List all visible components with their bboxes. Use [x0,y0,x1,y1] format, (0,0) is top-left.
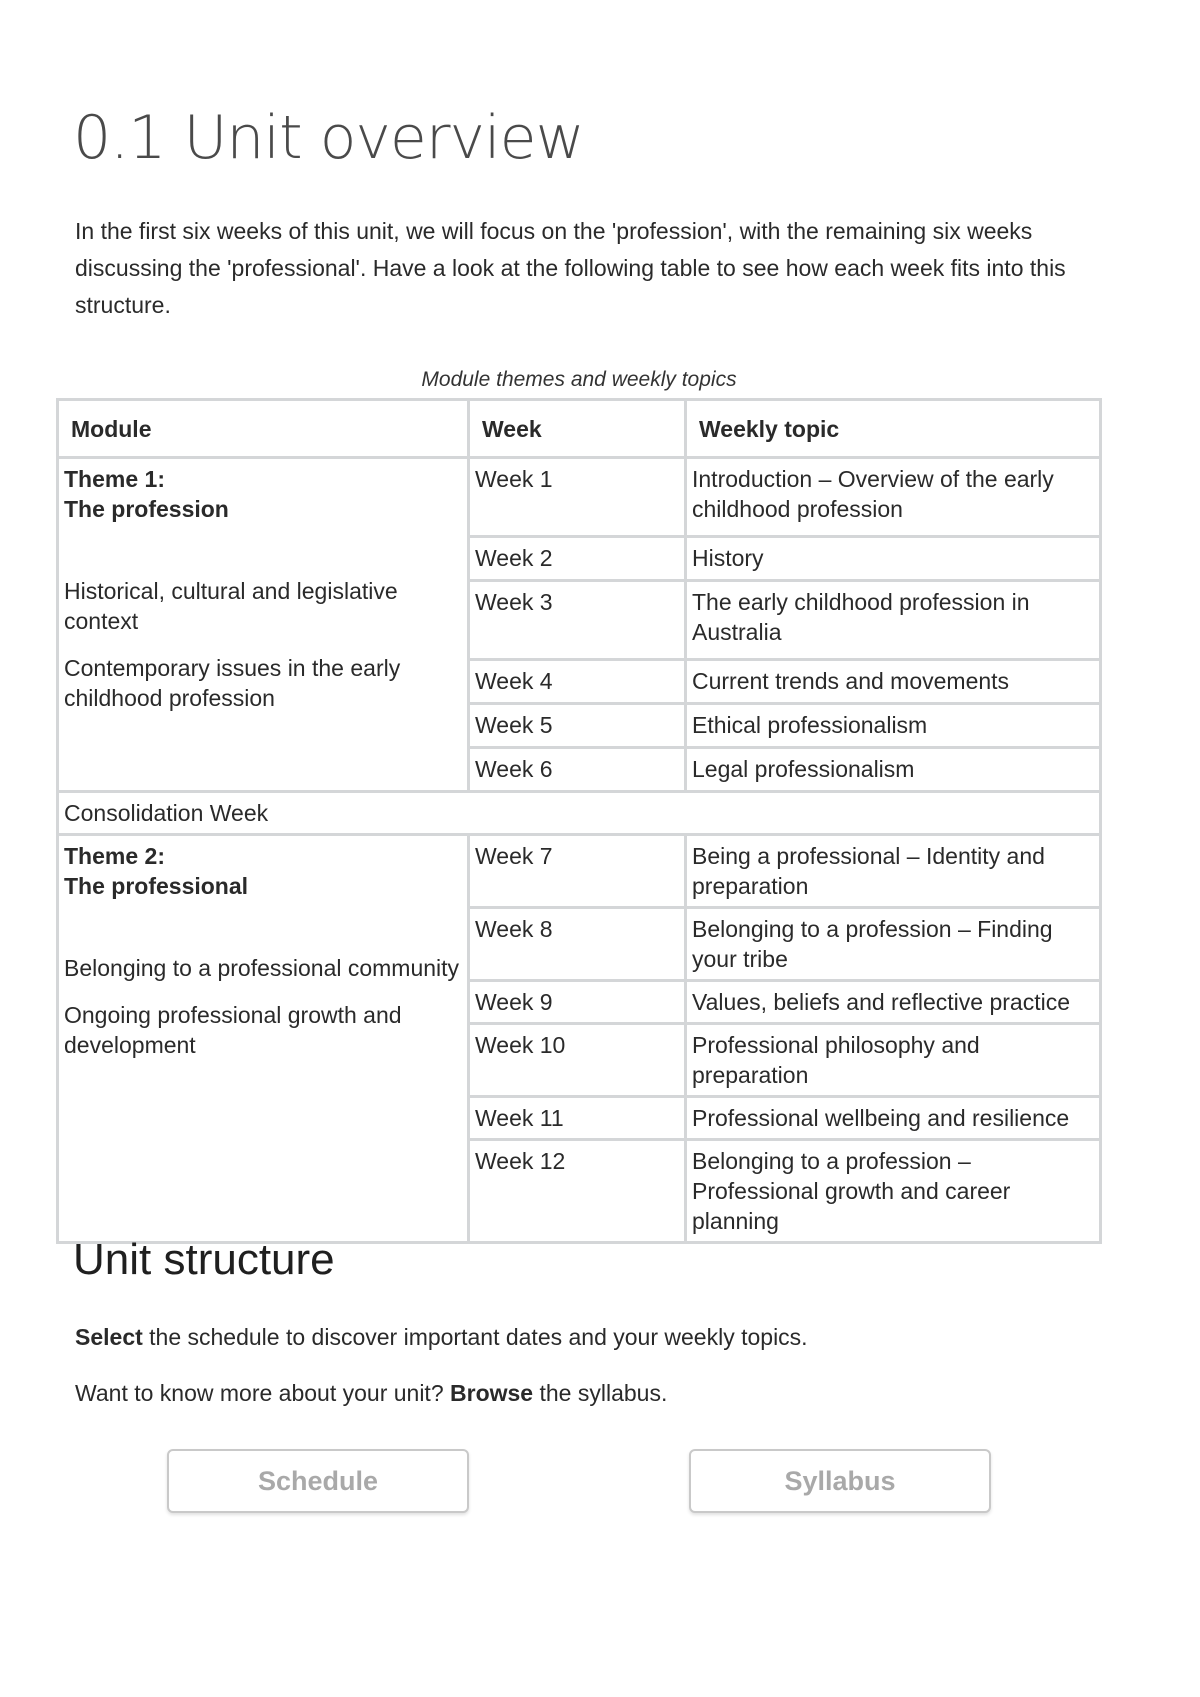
topic-cell: Introduction – Overview of the early childhood profession [686,458,1101,537]
theme-2-name: The professional [64,873,249,899]
week-cell: Week 2 [469,537,686,581]
browse-emphasis: Browse [450,1380,534,1406]
week-cell: Week 6 [469,748,686,792]
syllabus-instruction-end: the syllabus. [533,1380,668,1406]
week-cell: Week 8 [469,908,686,981]
table-caption: Module themes and weekly topics [421,368,737,391]
topic-cell: The early childhood profession in Australia [686,581,1101,660]
topic-cell: Ethical professionalism [686,704,1101,748]
week-cell: Week 12 [469,1140,686,1243]
consolidation-week-cell: Consolidation Week [58,792,1101,835]
theme-2-label: Theme 2: [64,843,165,869]
unit-structure-heading: Unit structure [73,1235,335,1284]
topic-cell: Belonging to a profession – Professional growth and career planning [686,1140,1101,1243]
topic-cell: Belonging to a profession – Finding your tribe [686,908,1101,981]
topic-cell: History [686,537,1101,581]
table-header-row [58,400,1101,458]
week-cell: Week 10 [469,1024,686,1097]
topic-cell: Current trends and movements [686,660,1101,704]
page-title: 0.1 Unit overview [73,103,584,173]
intro-paragraph: In the first six weeks of this unit, we will focus on the 'profession', with the remaining six weeks discussing the 'professional'. Have a look at the following table to see how each week fits into this structure. [75,218,1066,318]
theme-1-name: The profession [64,496,229,522]
week-cell: Week 11 [469,1097,686,1140]
module-topics-table [56,398,1102,1244]
theme-1-cell [58,458,469,792]
select-emphasis: Select [75,1324,143,1350]
topic-cell: Legal professionalism [686,748,1101,792]
header-week: Week [469,400,686,458]
theme-1-label: Theme 1: [64,466,165,492]
topic-cell: Values, beliefs and reflective practice [686,981,1101,1024]
header-module: Module [58,400,469,458]
syllabus-button[interactable]: Syllabus [689,1449,991,1513]
week-cell: Week 7 [469,835,686,908]
topic-cell: Professional wellbeing and resilience [686,1097,1101,1140]
syllabus-instruction-text: Want to know more about your unit? [75,1380,451,1406]
week-cell: Week 4 [469,660,686,704]
schedule-button[interactable]: Schedule [167,1449,469,1513]
schedule-instruction [75,1324,808,1351]
table-row [58,458,1101,537]
topic-cell: Being a professional – Identity and preparation [686,835,1101,908]
header-weekly-topic: Weekly topic [686,400,1101,458]
topic-cell: Professional philosophy and preparation [686,1024,1101,1097]
table-row [58,792,1101,835]
theme-2-description: Ongoing professional growth and development [64,1002,402,1058]
week-cell: Week 5 [469,704,686,748]
theme-2-description: Belonging to a professional community [64,955,460,981]
theme-2-cell [58,835,469,1243]
schedule-instruction-text: the schedule to discover important dates and your weekly topics. [142,1324,808,1350]
week-cell: Week 9 [469,981,686,1024]
theme-1-description: Contemporary issues in the early childhood profession [64,655,401,711]
week-cell: Week 1 [469,458,686,537]
theme-1-description: Historical, cultural and legislative context [64,578,398,634]
table-row [58,835,1101,908]
syllabus-instruction [75,1380,667,1407]
week-cell: Week 3 [469,581,686,660]
